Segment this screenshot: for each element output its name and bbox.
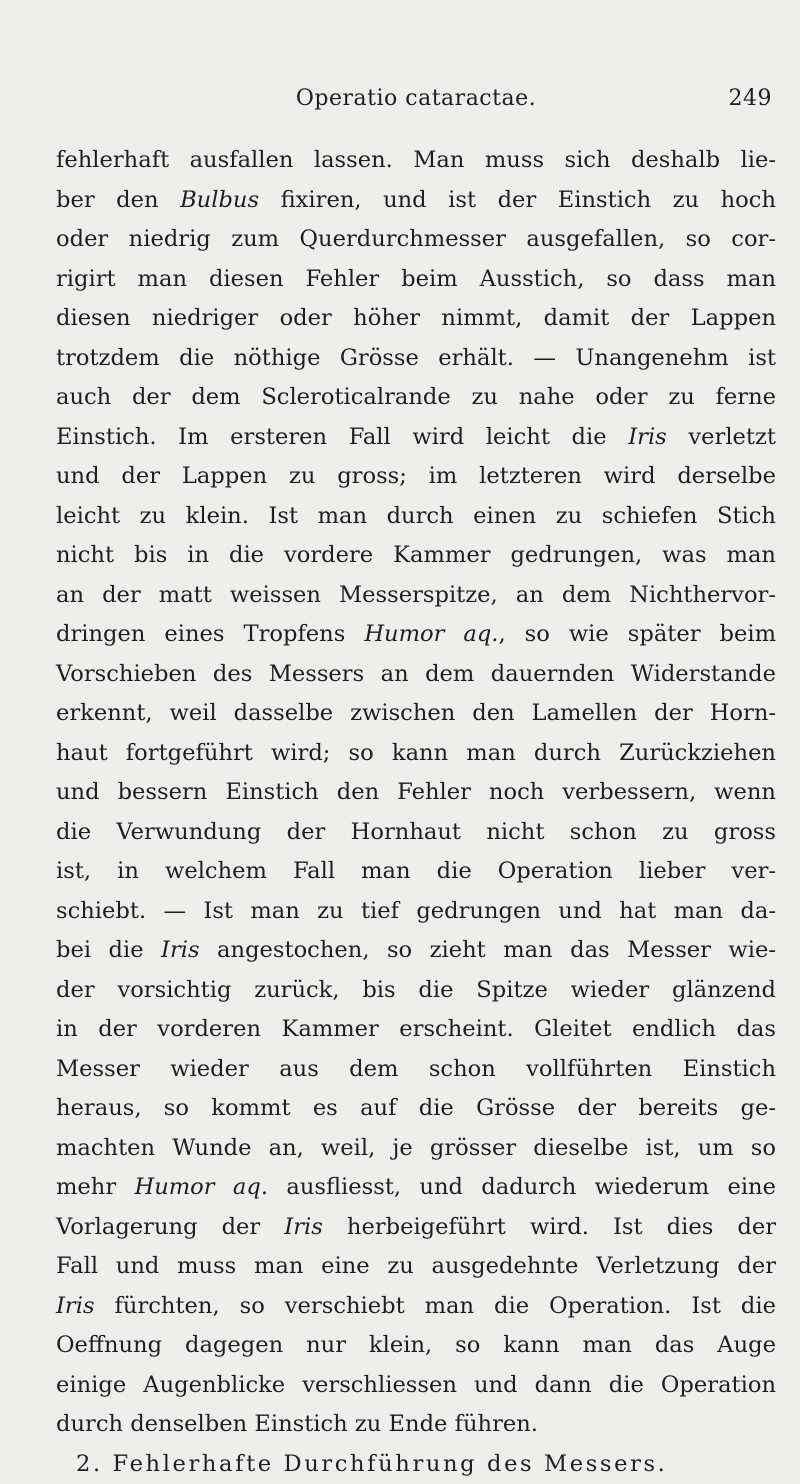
text-line	[56, 931, 776, 971]
text-run: bei die	[56, 937, 161, 963]
text-line	[56, 615, 776, 655]
body-text	[56, 141, 776, 1484]
text-run: oder niedrig zum Querdurchmesser ausgefallen, so cor-	[56, 226, 776, 252]
text-line	[56, 536, 776, 576]
text-run: in der vorderen Kammer erscheint. Gleitet endlich das	[56, 1016, 776, 1042]
text-run: der vorsichtig zurück, bis die Spitze wieder glänzend	[56, 977, 776, 1003]
text-line	[56, 1129, 776, 1169]
text-run: herbeigeführt wird. Ist dies der	[323, 1214, 776, 1240]
italic-term: Iris	[56, 1293, 95, 1319]
section-heading: 2. Fehlerhafte Durchführung des Messers.	[56, 1445, 776, 1484]
text-run: die Verwundung der Hornhaut nicht schon zu gross	[56, 819, 776, 845]
text-run: trotzdem die nöthige Grösse erhält. — Unangenehm ist	[56, 345, 776, 371]
text-line	[56, 852, 776, 892]
italic-term: Iris	[284, 1214, 323, 1240]
text-run: Messer wieder aus dem schon vollführten Einstich	[56, 1056, 776, 1082]
text-line	[56, 378, 776, 418]
text-run: nicht bis in die vordere Kammer gedrungen, was man	[56, 542, 776, 568]
text-run: schiebt. — Ist man zu tief gedrungen und hat man da-	[56, 898, 776, 924]
text-line	[56, 181, 776, 221]
text-line	[56, 773, 776, 813]
text-line	[56, 576, 776, 616]
text-run: haut fortgeführt wird; so kann man durch Zurückziehen	[56, 740, 776, 766]
text-run: Vorlagerung der	[56, 1214, 284, 1240]
text-line	[56, 1247, 776, 1287]
text-line	[56, 1168, 776, 1208]
text-run: ausfliesst, und dadurch wiederum eine	[268, 1174, 776, 1200]
text-line	[56, 497, 776, 537]
text-run: diesen niedriger oder höher nimmt, damit der Lappen	[56, 305, 776, 331]
text-run: fürchten, so verschiebt man die Operation. Ist die	[95, 1293, 776, 1319]
text-line	[56, 813, 776, 853]
text-run: ist, in welchem Fall man die Operation lieber ver-	[56, 858, 776, 884]
text-run: Vorschieben des Messers an dem dauernden Widerstande	[56, 661, 776, 687]
text-run: durch denselben Einstich zu Ende führen.	[56, 1411, 538, 1437]
italic-term: Humor aq.	[364, 621, 498, 647]
text-run: , so wie später beim	[499, 621, 777, 647]
text-line	[56, 1326, 776, 1366]
text-line	[56, 1089, 776, 1129]
text-run: angestochen, so zieht man das Messer wie-	[200, 937, 776, 963]
text-run: an der matt weissen Messerspitze, an dem Nichthervor-	[56, 582, 776, 608]
text-line	[56, 1287, 776, 1327]
running-head	[56, 86, 776, 122]
text-line	[56, 892, 776, 932]
italic-term: Humor aq.	[134, 1174, 268, 1200]
italic-term: Iris	[628, 424, 667, 450]
text-run: Einstich. Im ersteren Fall wird leicht die	[56, 424, 628, 450]
text-line	[56, 655, 776, 695]
text-line	[56, 1208, 776, 1248]
text-run: ber den	[56, 187, 180, 213]
page-number: 249	[729, 86, 773, 111]
text-line	[56, 1010, 776, 1050]
running-head-title: Operatio cataractae.	[56, 86, 776, 111]
text-run: fixiren, und ist der Einstich zu hoch	[259, 187, 776, 213]
text-run: fehlerhaft ausfallen lassen. Man muss sich deshalb lie-	[56, 147, 776, 173]
text-line	[56, 260, 776, 300]
italic-term: Iris	[161, 937, 200, 963]
text-run: machten Wunde an, weil, je grösser dieselbe ist, um so	[56, 1135, 776, 1161]
text-line	[56, 299, 776, 339]
text-line	[56, 339, 776, 379]
italic-term: Bulbus	[180, 187, 259, 213]
text-line	[56, 1050, 776, 1090]
text-line	[56, 220, 776, 260]
text-run: rigirt man diesen Fehler beim Ausstich, so dass man	[56, 266, 776, 292]
text-run: Fall und muss man eine zu ausgedehnte Verletzung der	[56, 1253, 776, 1279]
text-run: erkennt, weil dasselbe zwischen den Lamellen der Horn-	[56, 700, 776, 726]
text-line	[56, 457, 776, 497]
text-line	[56, 1366, 776, 1406]
text-run: Oeffnung dagegen nur klein, so kann man das Auge	[56, 1332, 776, 1358]
text-run: einige Augenblicke verschliessen und dann die Operation	[56, 1372, 776, 1398]
text-run: und bessern Einstich den Fehler noch verbessern, wenn	[56, 779, 776, 805]
text-run: leicht zu klein. Ist man durch einen zu schiefen Stich	[56, 503, 776, 529]
text-run: dringen eines Tropfens	[56, 621, 364, 647]
text-line	[56, 141, 776, 181]
text-run: und der Lappen zu gross; im letzteren wird derselbe	[56, 463, 776, 489]
text-line	[56, 418, 776, 458]
text-run: mehr	[56, 1174, 134, 1200]
text-line	[56, 734, 776, 774]
text-line	[56, 1405, 776, 1445]
text-run: heraus, so kommt es auf die Grösse der bereits ge-	[56, 1095, 776, 1121]
text-line	[56, 694, 776, 734]
text-run: verletzt	[667, 424, 776, 450]
text-line	[56, 971, 776, 1011]
text-run: auch der dem Scleroticalrande zu nahe oder zu ferne	[56, 384, 776, 410]
